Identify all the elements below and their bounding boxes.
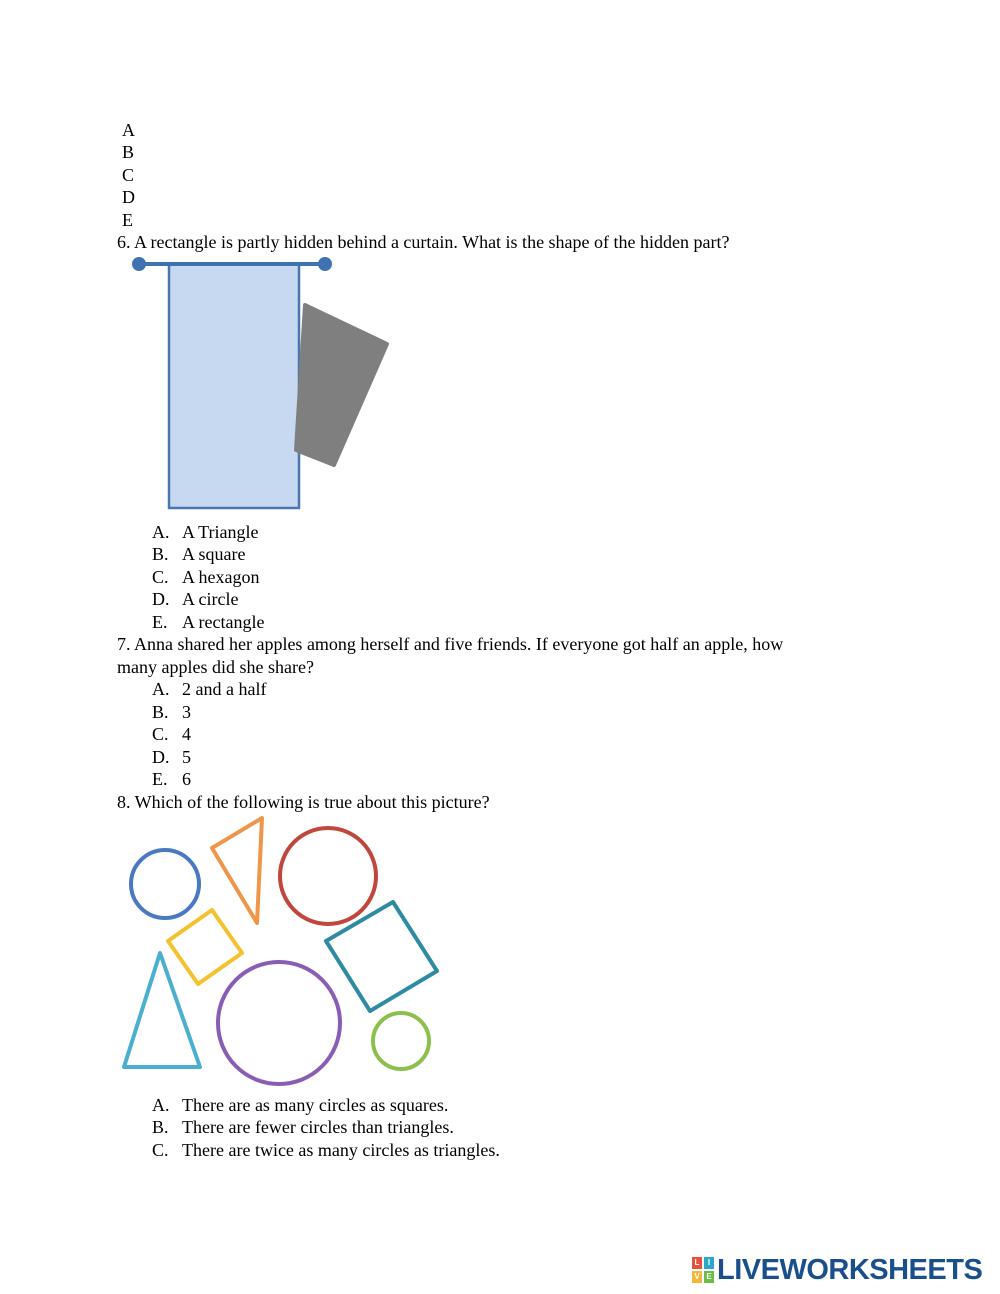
- teal-square: [326, 902, 437, 1011]
- answer-letter-d: D: [122, 187, 135, 207]
- q7-question-line1: 7. Anna shared her apples among herself and five friends. If everyone got half an apple, how: [117, 634, 784, 654]
- purple-circle: [218, 962, 340, 1084]
- liveworksheets-logo[interactable]: [692, 1255, 982, 1285]
- q7-option-a[interactable]: A. 2 and a half: [152, 679, 267, 699]
- q7-option-b[interactable]: B. 3: [152, 702, 191, 722]
- answer-letter-e: E: [122, 210, 133, 230]
- q6-option-b[interactable]: B. A square: [152, 544, 246, 564]
- q6-option-a[interactable]: A. A Triangle: [152, 522, 259, 542]
- hidden-shape: [296, 305, 387, 465]
- shapes-figure: [115, 810, 450, 1095]
- answer-letter-b: B: [122, 142, 135, 162]
- logo-text: LIVEWORKSHEETS: [717, 1254, 983, 1286]
- q6-option-c[interactable]: C. A hexagon: [152, 567, 260, 587]
- q6-question: 6. A rectangle is partly hidden behind a curtain. What is the shape of the hidden part?: [117, 232, 730, 252]
- q7-question-line2: many apples did she share?: [117, 657, 314, 677]
- blue-circle: [131, 850, 199, 918]
- yellow-square: [168, 910, 242, 984]
- q7-option-c[interactable]: C. 4: [152, 724, 191, 744]
- orange-triangle: [212, 818, 262, 923]
- curtain-rectangle: [169, 264, 299, 508]
- q8-option-b[interactable]: B. There are fewer circles than triangles.: [152, 1117, 454, 1137]
- q7-option-d[interactable]: D. 5: [152, 747, 191, 767]
- q8-question: 8. Which of the following is true about this picture?: [117, 792, 490, 812]
- q8-option-a[interactable]: A. There are as many circles as squares.: [152, 1095, 449, 1115]
- curtain-figure: [125, 250, 395, 515]
- q7-option-e[interactable]: E. 6: [152, 769, 191, 789]
- curtain-rod-right-end: [318, 257, 332, 271]
- answer-letter-a: A: [122, 120, 135, 140]
- live-badge-icon: L I V E: [692, 1257, 714, 1283]
- green-circle: [373, 1013, 429, 1069]
- q8-option-c[interactable]: C. There are twice as many circles as triangles.: [152, 1140, 500, 1160]
- answer-letter-c: C: [122, 165, 135, 185]
- q6-option-d[interactable]: D. A circle: [152, 589, 239, 609]
- curtain-rod-left-end: [132, 257, 146, 271]
- red-circle: [280, 828, 376, 924]
- q6-option-e[interactable]: E. A rectangle: [152, 612, 265, 632]
